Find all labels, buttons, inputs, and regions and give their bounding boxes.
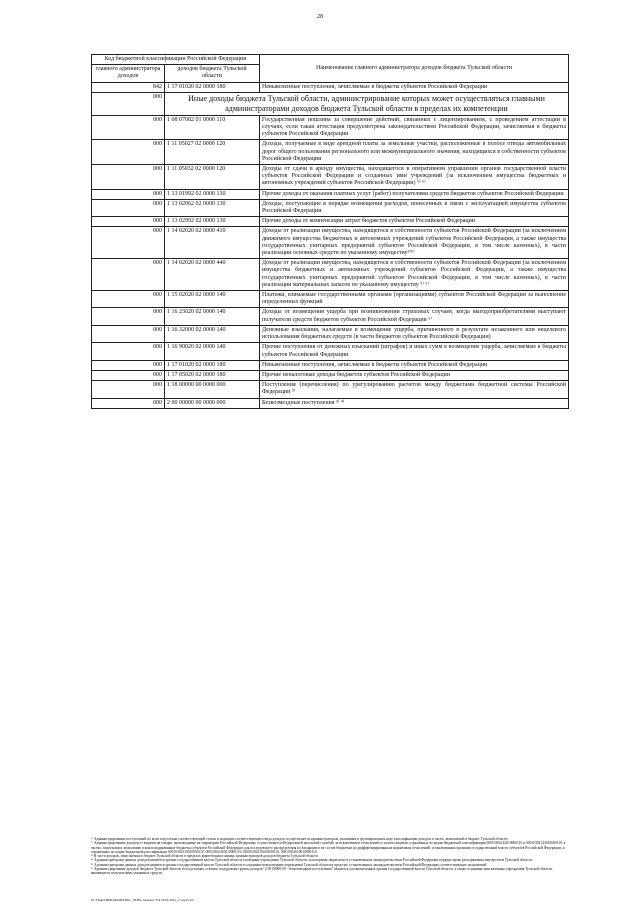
revenue-name-cell: Прочие поступления от денежных взысканий (штрафов) и иных сумм в возмещение ущерба, зачисляемые в бюджеты субъектов Российской Федерации <box>260 343 569 360</box>
table-row <box>92 165 569 190</box>
budget-code-cell: 1 11 05027 02 0000 120 <box>165 140 260 165</box>
budget-code-cell: 1 08 07082 01 0000 110 <box>165 115 260 140</box>
budget-code-cell: 1 14 02020 02 0000 440 <box>165 259 260 291</box>
budget-code-cell: 1 13 01992 02 0000 130 <box>165 189 260 199</box>
budget-code-cell: 1 13 02992 02 0000 130 <box>165 217 260 227</box>
header-name-col: Наименование главного администратора доходов бюджета Тульской области <box>260 55 569 83</box>
budget-code-cell: 1 18 00000 00 0000 000 <box>165 381 260 398</box>
admin-code-cell: 000 <box>92 189 165 199</box>
admin-code-cell: 000 <box>92 360 165 370</box>
header-kbk-group: Код бюджетной классификации Российской Федерации <box>92 55 260 65</box>
admin-code-cell: 842 <box>92 82 165 92</box>
admin-code-cell: 000 <box>92 259 165 291</box>
budget-code-cell: 1 13 02062 02 0000 130 <box>165 199 260 216</box>
admin-code-cell: 000 <box>92 92 165 115</box>
revenue-name-cell: Прочие доходы от компенсации затрат бюджетов субъектов Российской Федерации <box>260 217 569 227</box>
header-code-col: доходов бюджета Тульской области <box>165 65 260 82</box>
admin-code-cell: 000 <box>92 227 165 259</box>
admin-code-cell: 000 <box>92 115 165 140</box>
footnote: ⁵⁾ Администраторами данных доходов являются органы государственной власти Тульской области и созданные ими казенные учреждения Тульской области в пределах установленных законодательством Российской Федерации соответствующих полномочий. <box>91 862 488 867</box>
revenue-name-cell: Государственная пошлина за совершение действий, связанных с лицензированием, с проведением аттестации в случаях, если такая аттестация предусмотрена законодательством Российской Федерации, зачисляемая в бюджеты субъектов Российской Федерации <box>260 115 569 140</box>
admin-code-cell: 000 <box>92 325 165 342</box>
budget-code-cell: 1 17 05020 02 0000 180 <box>165 370 260 380</box>
revenue-name-cell: Прочие неналоговые доходы бюджетов субъектов Российской Федерации <box>260 370 569 380</box>
table-row <box>92 140 569 165</box>
budget-code-cell: 2 00 00000 00 0000 000 <box>165 398 260 408</box>
table-row <box>92 92 569 115</box>
budget-code-cell: 1 17 01020 02 0000 180 <box>165 82 260 92</box>
admin-code-cell: 000 <box>92 199 165 216</box>
footnotes <box>91 837 568 876</box>
revenue-name-cell: Платежи, взимаемые государственными органами (организациями) субъектов Российской Федерации за выполнение определенных функций <box>260 291 569 308</box>
table-row <box>92 227 569 259</box>
admin-code-cell: 000 <box>92 165 165 190</box>
admin-code-cell: 000 <box>92 217 165 227</box>
budget-code-cell: 1 17 01020 02 0000 180 <box>165 360 260 370</box>
file-path-footer: D:\УБАО\ИРБАКОБЛ\РАС_02\Вн. бюджет ТО 2019-2021_2 тпрт5.xls <box>91 898 194 902</box>
footnote: ²⁾ Администрирование доходов от акцизов на товары, производимые на территории Российской Федерации, осуществляется Федеральной налоговой службой, за исключением отчислений от уплаты акцизов, отраженных по кодам бюджетной классификации 00010302142010000110 и 00010302143010000110, в частях, подлежащих зачислению в консолидированные бюджеты субъектов Российской Федерации для последующего распределения по входящим в их состав бюджетам по дифференцированным нормативам отчислений, установленным органами государственной власти субъектов Российской Федерации, и отраженных по кодам бюджетной классификации 00010302310010000110, 00010302410010000110, 00010302510010000110, 00010302610010000110. <box>91 841 566 854</box>
footnote: ⁶⁾ Администрирование доходов бюджета Тульской области по подстатьям, статьям, подгруппам группы доходов "2 00 00000 00 - безвозмездные поступления" являются уполномоченные органы государственной власти Тульской области, а также созданные ими казенные учреждения Тульской области, являющиеся получателями указанных средств. <box>91 867 553 876</box>
revenue-name-cell: Прочие доходы от оказания платных услуг (работ) получателями средств бюджетов субъектов Российской Федерации <box>260 189 569 199</box>
footnote: ³⁾ В части доходов, зачисляемых в бюджет Тульской области в пределах компетенции главных администраторов доходов бюджета Тульской области. <box>91 854 319 859</box>
revenue-name-cell: Доходы от реализации имущества, находящегося в собственности субъектов Российской Федерации (за исключением движимого имущества бюджетных и автономных учреждений субъектов Российской Федерации, а также имущества государственных унитарных предприятий субъектов Российской Федерации, в том числе казенных), в части реализации основных средств по указанному имуществу⁵⁾⁶⁾ <box>260 227 569 259</box>
revenue-name-cell: Доходы, получаемые в виде арендной платы за земельные участки, расположенные в полосе отвода автомобильных дорог общего пользования регионального или межмуниципального значения, находящихся в собственности субъектов Российской Федерации <box>260 140 569 165</box>
revenue-name-cell: Невыясненные поступления, зачисляемые в бюджеты субъектов Российской Федерации <box>260 360 569 370</box>
budget-code-cell: 1 15 02020 02 0000 140 <box>165 291 260 308</box>
admin-code-cell: 000 <box>92 343 165 360</box>
table-row <box>92 381 569 398</box>
table-row <box>92 308 569 325</box>
footnote: ¹⁾ Администрирование поступлений по всем подстатьям соответствующей статьи и подвидам соответствующего вида доходов осуществляется администратором, указанным в группировочном коде классификации доходов, в части, зачисляемой в бюджет Тульской области. <box>91 837 509 841</box>
table-row <box>92 199 569 216</box>
table-row <box>92 370 569 380</box>
admin-code-cell: 000 <box>92 291 165 308</box>
admin-code-cell: 000 <box>92 398 165 408</box>
table-row <box>92 82 569 92</box>
revenue-name-cell: Доходы от возмещения ущерба при возникновении страховых случаев, когда выгодоприобретателями выступают получатели средств бюджетов субъектов Российской Федерации ⁵⁾ <box>260 308 569 325</box>
revenue-name-cell: Доходы, поступающие в порядке возмещения расходов, понесенных в связи с эксплуатацией имущества субъектов Российской Федерации <box>260 199 569 216</box>
budget-code-cell: 1 16 90020 02 0000 140 <box>165 343 260 360</box>
admin-code-cell: 000 <box>92 308 165 325</box>
budget-code-cell: 1 16 32000 02 0000 140 <box>165 325 260 342</box>
revenue-name-cell: Денежные взыскания, налагаемые в возмещение ущерба, причиненного в результате незаконного или нецелевого использования бюджетных средств (в части бюджетов субъектов Российской Федерации) <box>260 325 569 342</box>
table-row <box>92 343 569 360</box>
revenue-name-cell: Поступления (перечисления) по урегулированию расчетов между бюджетами бюджетной системы Российской Федерации ³⁾ <box>260 381 569 398</box>
table-row <box>92 115 569 140</box>
section-heading: Иные доходы бюджета Тульской области, администрирование которых может осуществляться главными администраторами доходов бюджета Тульской области в пределах их компетенции <box>165 92 569 115</box>
table-row <box>92 360 569 370</box>
budget-code-cell: 1 16 23020 02 0000 140 <box>165 308 260 325</box>
page-number: 28 <box>317 14 323 20</box>
admin-code-cell: 000 <box>92 381 165 398</box>
table-row <box>92 217 569 227</box>
table-row <box>92 398 569 408</box>
admin-code-cell: 000 <box>92 370 165 380</box>
budget-code-cell: 1 11 05032 02 0000 120 <box>165 165 260 190</box>
table-body <box>92 82 569 408</box>
revenue-name-cell: Доходы от сдачи в аренду имущества, находящегося в оперативном управлении органов государственной власти субъектов Российской Федерации и созданных ими учреждений (за исключением имущества бюджетных и автономных учреждений субъектов Российской Федерации) ⁵⁾ ⁶⁾ <box>260 165 569 190</box>
admin-code-cell: 000 <box>92 140 165 165</box>
budget-code-cell: 1 14 02020 02 0000 410 <box>165 227 260 259</box>
revenue-table <box>91 54 569 409</box>
revenue-name-cell: Безвозмездные поступления ³⁾ ⁴⁾ <box>260 398 569 408</box>
header-admin-col: главного администратора доходов <box>92 65 165 82</box>
table-row <box>92 259 569 291</box>
table-row <box>92 189 569 199</box>
revenue-name-cell: Доходы от реализации имущества, находящегося в собственности субъектов Российской Федерации (за исключением имущества бюджетных и автономных учреждений субъектов Российской Федерации, а также имущества государственных унитарных предприятий субъектов Российской Федерации, в том числе казенных), в части реализации материальных запасов по указанному имуществу ⁵⁾ ⁶⁾ <box>260 259 569 291</box>
revenue-name-cell: Невыясненные поступления, зачисляемые в бюджеты субъектов Российской Федерации <box>260 82 569 92</box>
table-row <box>92 291 569 308</box>
table-row <box>92 325 569 342</box>
footnote: ⁴⁾ Администраторами данных доходов являются органы государственной власти Тульской области и казенные учреждения Тульской области, за которыми закреплено в установленном законодательством Российской Федерации порядке право распоряжения имуществом Тульской области. <box>91 858 533 863</box>
